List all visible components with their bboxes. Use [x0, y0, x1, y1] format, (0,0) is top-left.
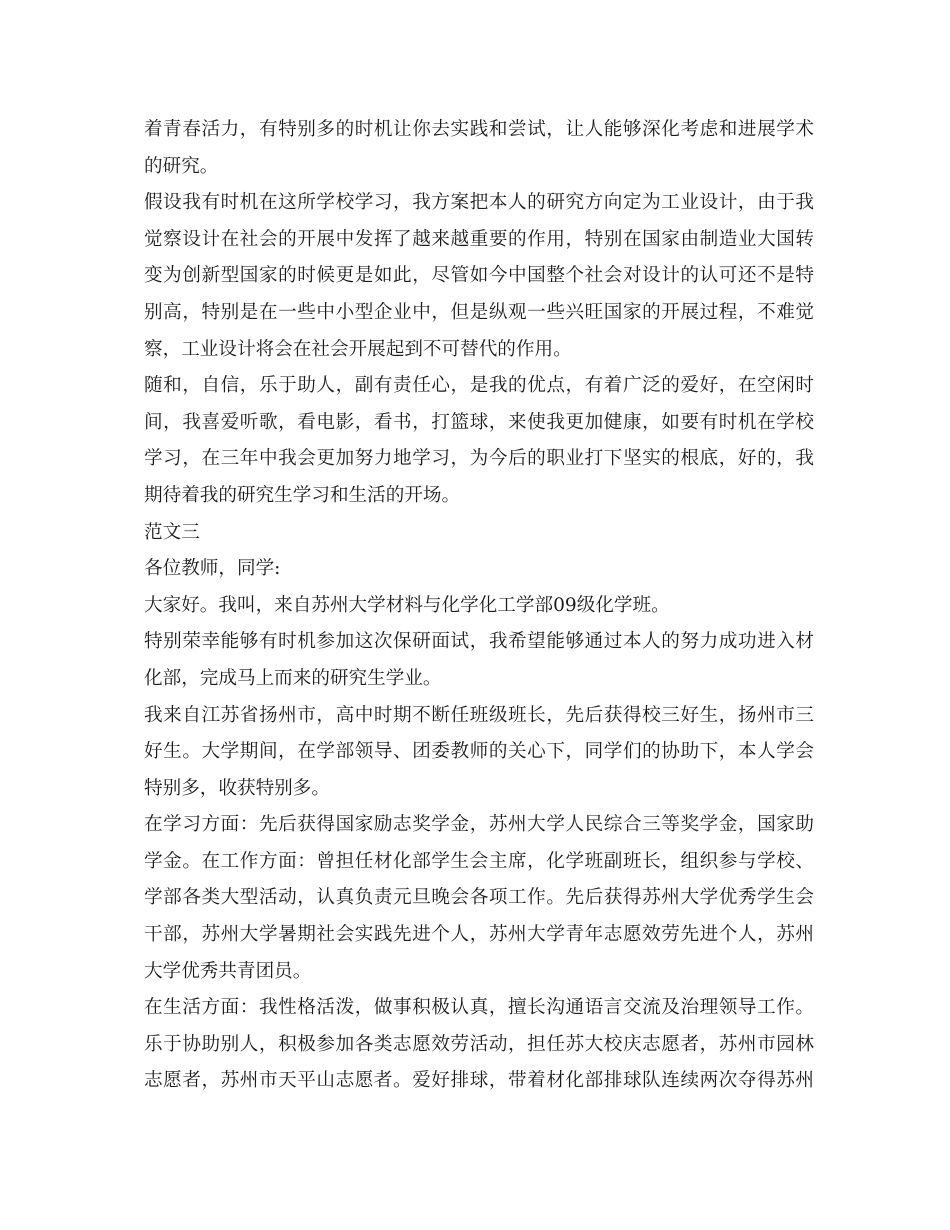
text-line: 的研究。: [144, 155, 219, 177]
text-line: 大家好。我叫，来自苏州大学材料与化学化工学部09级化学班。: [144, 594, 670, 616]
text-line: 志愿者，苏州市天平山志愿者。爱好排球，带着材化部排球队连续两次夺得苏州: [144, 1070, 814, 1092]
text-line: 变为创新型国家的时候更是如此，尽管如今中国整个社会对设计的认可还不是特: [144, 265, 814, 287]
text-line: 期待着我的研究生学习和生活的开场。: [144, 484, 461, 506]
text-line: 化部，完成马上而来的研究生学业。: [144, 667, 442, 689]
text-line: 学习，在三年中我会更加努力地学习，为今后的职业打下坚实的根底，好的，我: [144, 448, 814, 470]
text-line: 范文三: [144, 521, 200, 543]
text-line: 别高，特别是在一些中小型企业中，但是纵观一些兴旺国家的开展过程，不难觉: [144, 301, 814, 323]
document-body: [144, 112, 814, 1100]
text-line: 特别多，收获特别多。: [144, 777, 330, 799]
text-line: 特别荣幸能够有时机参加这次保研面试，我希望能够通过本人的努力成功进入材: [144, 631, 814, 653]
text-line: 干部，苏州大学暑期社会实践先进个人，苏州大学青年志愿效劳先进个人，苏州: [144, 924, 814, 946]
text-line: 在生活方面：我性格活泼，做事积极认真，擅长沟通语言交流及治理领导工作。: [144, 997, 814, 1019]
text-line: 学金。在工作方面：曾担任材化部学生会主席，化学班副班长，组织参与学校、: [144, 850, 814, 872]
text-line: 各位教师，同学:: [144, 558, 281, 580]
text-line: 学部各类大型活动，认真负责元旦晚会各项工作。先后获得苏州大学优秀学生会: [144, 887, 814, 909]
text-line: 好生。大学期间，在学部领导、团委教师的关心下，同学们的协助下，本人学会: [144, 741, 814, 763]
text-line: 我来自江苏省扬州市，高中时期不断任班级班长，先后获得校三好生，扬州市三: [144, 704, 814, 726]
text-line: 察，工业设计将会在社会开展起到不可替代的作用。: [144, 338, 572, 360]
text-line: 间，我喜爱听歌，看电影，看书，打篮球，来使我更加健康，如要有时机在学校: [144, 411, 814, 433]
text-line: 随和，自信，乐于助人，副有责任心，是我的优点，有着广泛的爱好，在空闲时: [144, 375, 814, 397]
text-line: 假设我有时机在这所学校学习，我方案把本人的研究方向定为工业设计，由于我: [144, 192, 814, 214]
text-line: 大学优秀共青团员。: [144, 960, 312, 982]
text-line: 觉察设计在社会的开展中发挥了越来越重要的作用，特别在国家由制造业大国转: [144, 228, 814, 250]
text-line: 乐于协助别人，积极参加各类志愿效劳活动，担任苏大校庆志愿者，苏州市园林: [144, 1033, 814, 1055]
text-line: 着青春活力，有特别多的时机让你去实践和尝试，让人能够深化考虑和进展学术: [144, 119, 814, 140]
text-line: 在学习方面：先后获得国家励志奖学金，苏州大学人民综合三等奖学金，国家助: [144, 814, 814, 836]
